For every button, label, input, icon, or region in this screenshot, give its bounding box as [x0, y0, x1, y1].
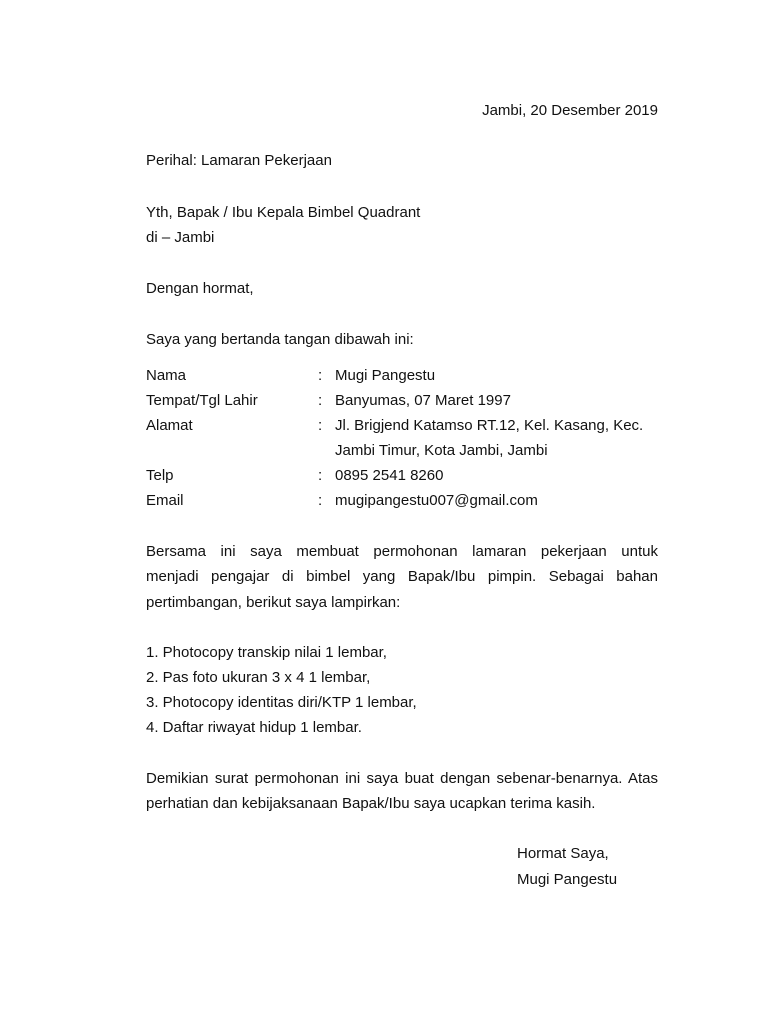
list-item: 4. Daftar riwayat hidup 1 lembar. — [146, 719, 362, 736]
field-value-address-line-1: Jl. Brigjend Katamso RT.12, Kel. Kasang, Kec. — [335, 417, 644, 434]
list-item: 2. Pas foto ukuran 3 x 4 1 lembar, — [146, 669, 371, 686]
field-label-address: Alamat — [146, 417, 193, 434]
field-value-email: mugipangestu007@gmail.com — [335, 492, 538, 509]
closing-line-2: perhatian dan kebijaksanaan Bapak/Ibu saya ucapkan terima kasih. — [146, 795, 596, 812]
field-value-address-line-2: Jambi Timur, Kota Jambi, Jambi — [335, 442, 548, 459]
body-line-1: Bersama ini saya membuat permohonan lamaran pekerjaan untuk — [146, 543, 658, 560]
field-colon: : — [318, 392, 323, 409]
signoff-line-1: Hormat Saya, — [517, 845, 609, 862]
body-line-2: menjadi pengajar di bimbel yang Bapak/Ibu pimpin. Sebagai bahan — [146, 568, 658, 585]
field-colon: : — [318, 492, 323, 509]
signoff-name: Mugi Pangestu — [517, 871, 618, 888]
recipient-line-2: di – Jambi — [146, 229, 215, 246]
field-label-email: Email — [146, 492, 184, 509]
field-label-phone: Telp — [146, 467, 174, 484]
place-date: Jambi, 20 Desember 2019 — [482, 102, 658, 119]
field-value-phone: 0895 2541 8260 — [335, 467, 444, 484]
list-item: 1. Photocopy transkip nilai 1 lembar, — [146, 644, 387, 661]
greeting: Dengan hormat, — [146, 280, 254, 297]
field-colon: : — [318, 467, 323, 484]
field-colon: : — [318, 417, 323, 434]
field-label-name: Nama — [146, 367, 187, 384]
closing-line-1: Demikian surat permohonan ini saya buat dengan sebenar-benarnya. Atas — [146, 770, 658, 787]
field-value-birth: Banyumas, 07 Maret 1997 — [335, 392, 511, 409]
field-colon: : — [318, 367, 323, 384]
field-label-birth: Tempat/Tgl Lahir — [146, 392, 258, 409]
list-item: 3. Photocopy identitas diri/KTP 1 lembar, — [146, 694, 417, 711]
subject-line: Perihal: Lamaran Pekerjaan — [146, 152, 332, 169]
intro-line: Saya yang bertanda tangan dibawah ini: — [146, 331, 414, 348]
recipient-line-1: Yth, Bapak / Ibu Kepala Bimbel Quadrant — [146, 204, 421, 221]
body-line-3: pertimbangan, berikut saya lampirkan: — [146, 594, 401, 611]
field-value-name: Mugi Pangestu — [335, 367, 436, 384]
